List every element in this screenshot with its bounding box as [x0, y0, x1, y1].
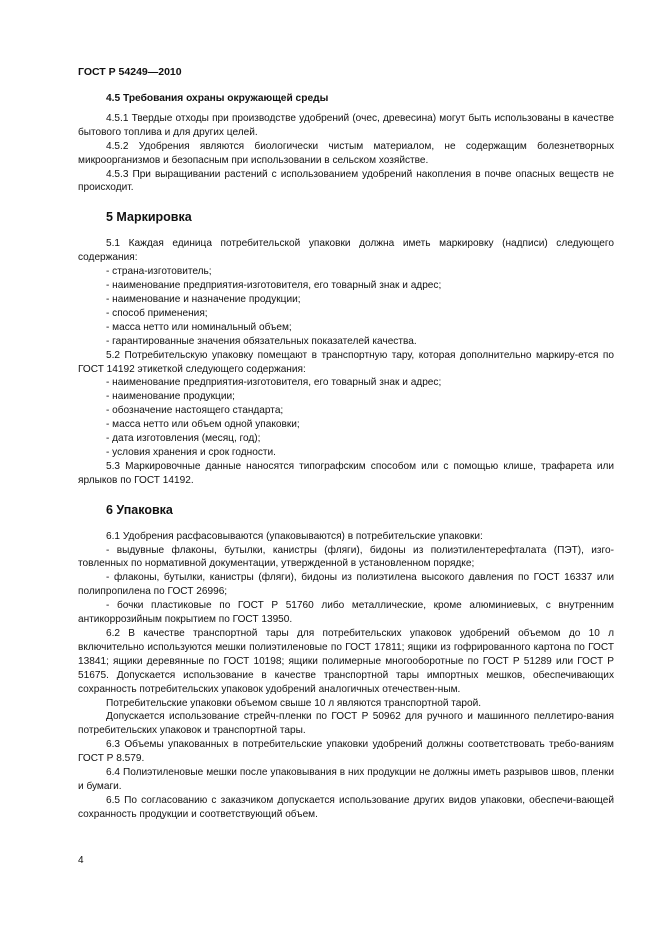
paragraph-6-2-b: Допускается использование стрейч-пленки по ГОСТ Р 50962 для ручного и машинного пеллетиро-вания потребительских упаковок и транспортной тары. — [78, 711, 614, 737]
list-item: - масса нетто или объем одной упаковки; — [106, 419, 300, 431]
list-item: - обозначение настоящего стандарта; — [106, 405, 284, 417]
list-item: - наименование продукции; — [106, 391, 235, 403]
paragraph-6-3: 6.3 Объемы упакованных в потребительские упаковки удобрений должны соответствовать требо-ваниям ГОСТ Р 8.579. — [78, 739, 614, 765]
list-item: - дата изготовления (месяц, год); — [106, 433, 261, 445]
paragraph-6-1-b: - флаконы, бутылки, канистры (фляги), бидоны из полиэтилена высокого давления по ГОСТ 16337 или полипропилена по ГОСТ 26996; — [78, 572, 614, 598]
section-4-5-title: 4.5 Требования охраны окружающей среды — [106, 93, 329, 104]
list-item: - наименование предприятия-изготовителя, его товарный знак и адрес; — [106, 280, 442, 292]
page-number: 4 — [78, 855, 84, 866]
paragraph-6-5: 6.5 По согласованию с заказчиком допускается использование других видов упаковки, обеспечи-вающей сохранность продукции и соответствующий объем. — [78, 794, 614, 820]
section-5-heading: 5 Маркировка — [106, 210, 192, 225]
list-item: - условия хранения и срок годности. — [106, 446, 276, 458]
list-item: - гарантированные значения обязательных показателей качества. — [106, 335, 417, 347]
paragraph-6-1: 6.1 Удобрения расфасовываются (упаковываются) в потребительские упаковки: — [106, 530, 483, 542]
paragraph-4-5-1: 4.5.1 Твердые отходы при производстве удобрений (очес, древесина) могут быть использованы в качестве бытового топлива и для других целей. — [78, 112, 614, 138]
paragraph-6-1-a: - выдувные флаконы, бутылки, канистры (фляги), бидоны из полиэтилентерефталата (ПЭТ), изго-товленных по нормативной документации, утвержденной в установленном порядке; — [78, 544, 614, 570]
list-item: - наименование предприятия-изготовителя, его товарный знак и адрес; — [106, 377, 442, 389]
paragraph-6-2-a: Потребительские упаковки объемом свыше 10 л являются транспортной тарой. — [106, 697, 482, 709]
document-header: ГОСТ Р 54249—2010 — [78, 66, 182, 78]
document-body — [78, 92, 614, 822]
paragraph-6-1-c: - бочки пластиковые по ГОСТ Р 51760 либо металлические, кроме алюминиевых, с внутренним антикоррозийным покрытием по ГОСТ 13950. — [78, 600, 614, 626]
list-item: - способ применения; — [106, 307, 208, 319]
section-6-heading: 6 Упаковка — [106, 502, 173, 517]
paragraph-5-3: 5.3 Маркировочные данные наносятся типографским способом или с помощью клише, трафарета или ярлыков по ГОСТ 14192. — [78, 460, 614, 486]
list-item: - страна-изготовитель; — [106, 266, 212, 278]
paragraph-5-2: 5.2 Потребительскую упаковку помещают в транспортную тару, которая дополнительно маркиру-ется по ГОСТ 14192 этикеткой следующего содержания: — [78, 349, 614, 375]
paragraph-6-2: 6.2 В качестве транспортной тары для потребительских упаковок удобрений объемом до 10 л включительно используются мешки полиэтиленовые по ГОСТ 17811; ящики из гофрированного картона по ГОСТ 13841; ящики деревянные по ГОСТ 10198; ящики полимерные многооборотные по ГОСТ Р 51289 или ГОСТ Р 51675. Допускается использование в качестве транспортной тары импортных мешков, обеспечивающих сохранность потребительских упаковок удобрений аналогичных отечествен-ным. — [78, 628, 614, 695]
list-item: - масса нетто или номинальный объем; — [106, 321, 292, 333]
paragraph-4-5-2: 4.5.2 Удобрения являются биологически чистым материалом, не содержащим болезнетворных микроорганизмов и безопасным при использовании в сельском хозяйстве. — [78, 140, 614, 166]
paragraph-6-4: 6.4 Полиэтиленовые мешки после упаковывания в них продукции не должны иметь разрывов швов, пленки и бумаги. — [78, 767, 614, 792]
paragraph-5-1: 5.1 Каждая единица потребительской упаковки должна иметь маркировку (надписи) следующего содержания: — [78, 238, 614, 264]
paragraph-4-5-3: 4.5.3 При выращивании растений с использованием удобрений накопления в почве опасных веществ не происходит. — [78, 168, 614, 194]
list-item: - наименование и назначение продукции; — [106, 293, 301, 305]
